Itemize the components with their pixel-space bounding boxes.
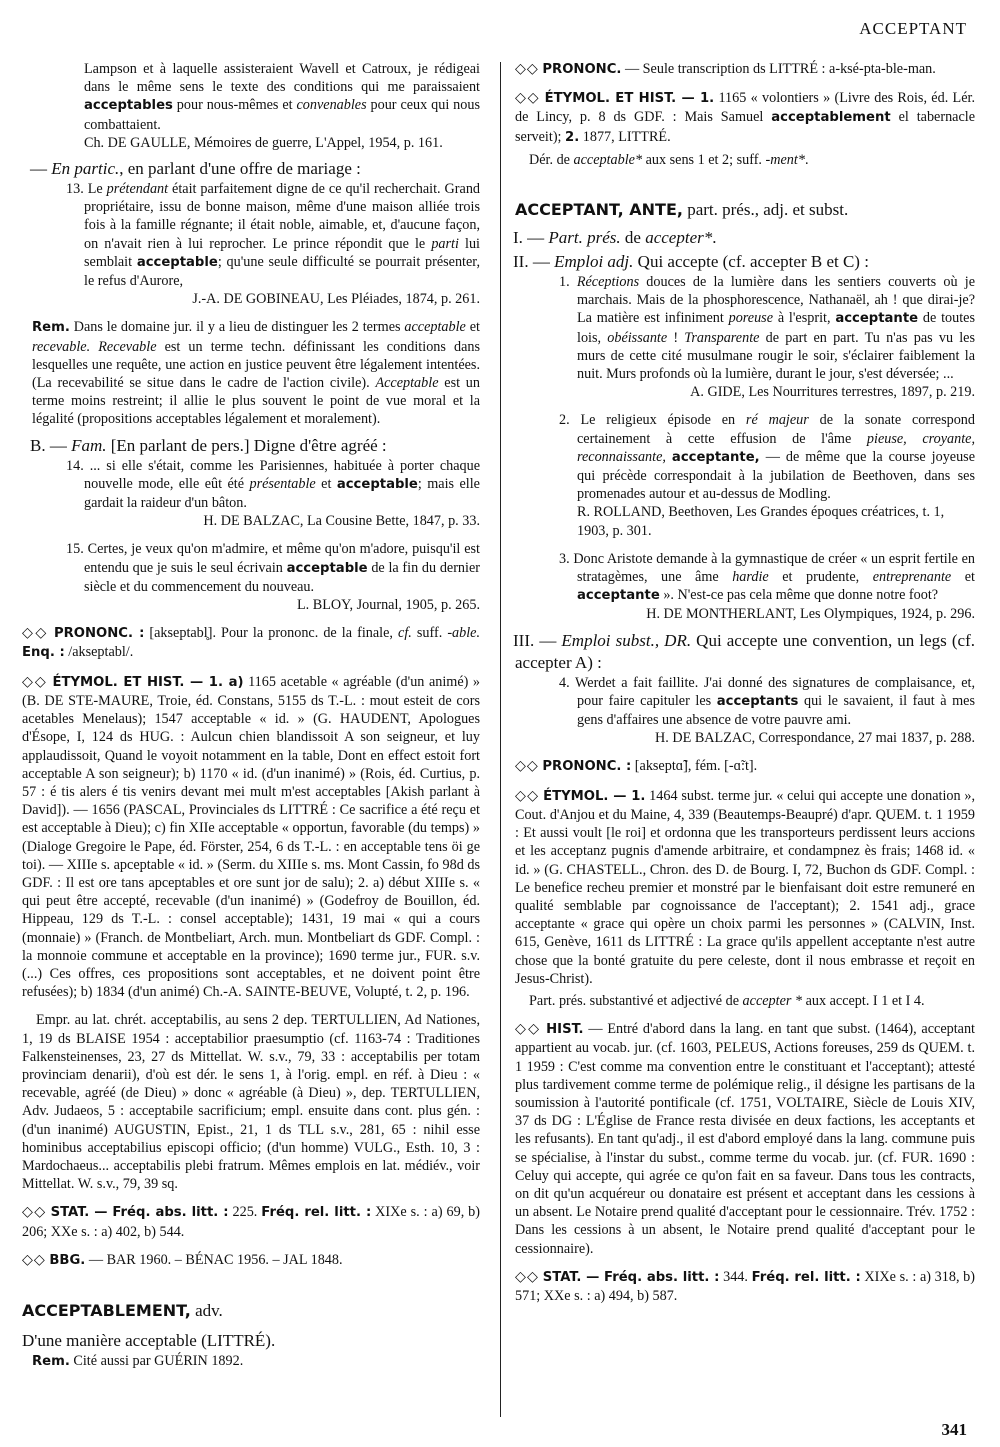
part-pres-note: Part. prés. substantivé et adjectivé de accepter * aux accept. I 1 et I 4. [529, 992, 925, 1009]
section-i: I. — Part. prés. de accepter*. [513, 228, 717, 248]
citation-source: L. BLOY, Journal, 1905, p. 265. [297, 597, 480, 614]
stat-block: ◇◇ STAT. — Fréq. abs. litt. : 225. Fréq. rel. litt. : XIXe s. : a) 69, b) 206; XXe s. : a) 402, b) 544. [22, 1204, 481, 1240]
citation-15: 15. Certes, je veux qu'on m'admire, et même qu'on m'adore, puisqu'il est entendu que je suis le seul écrivain acceptable de la fin du dernier siècle et du commencement du nouveau. [66, 541, 481, 595]
section-b-fam: B. — Fam. [En parlant de pers.] Digne d'être agréé : [30, 435, 387, 455]
citation-source: H. DE BALZAC, La Cousine Bette, 1847, p. 33. [203, 513, 480, 530]
citation-12-continued: Lampson et à laquelle assisteraient Wavell et Catroux, je rédigeai dans le même sens le texte des conditions qui me paraissaient acceptables pour nous-mêmes et convenables pour ceux qui nous combattaient. [84, 61, 480, 133]
hist-block: ◇◇ HIST. — Entré d'abord dans la lang. en tant que subst. (1464), acceptant appartient au vocab. jur. (cf. 1603, PELEUS, Actions foreuses, 259 ds QUEM. t. 1 1959 : C'est comme ma convention entre le constituant et l'acceptant); attesté plus tardivement comme terme de polémique relig., il désigne les partisans de la soumission à l'autorité pontificale (cf. 1751, VOLTAIRE, Siècle de Louis XIV, 37 ds DG : L'Église de France resta divisée en deux factions, les acceptants et les refusants). En tant qu'adj., il est d'abord employé dans la lang. commune puis se spécialise, à l'instar du subst., comme terme du vocab. jur. (cf. FUR. 1690 : Celuy qui accepte, qui agrée ce qu'on fait en sa faveur. Dans tous les contracts, on dit qu'un acquéreur ou donataire est présent et acceptant dans les cessions à un absent. Le Notaire prend qualité d'acceptant pour le cessionnaire. Trév. 1752 : Dans les cessions à un absent, le Notaire prend qualité d'acceptant pour le cessionnaire). [515, 1021, 975, 1257]
citation-source: H. DE BALZAC, Correspondance, 27 mai 1837, p. 288. [655, 730, 975, 747]
running-head: ACCEPTANT [859, 19, 967, 38]
etymol-block: ◇◇ ÉTYMOL. ET HIST. — 1. 1165 « volontiers » (Livre des Rois, éd. Lér. de Lincy, p. 8 ds GDF. : Mais Samuel acceptablement el tabernacle serveit); 2. 1877, LITTRÉ. [515, 90, 975, 145]
citation-source: H. DE MONTHERLANT, Les Olympiques, 1924, p. 296. [646, 606, 975, 623]
citation-source: J.-A. DE GOBINEAU, Les Pléiades, 1874, p. 261. [192, 291, 480, 308]
entry-acceptant: ACCEPTANT, ANTE, part. prés., adj. et subst. [515, 200, 849, 220]
prononc-block: ◇◇ PRONONC. : [akseptɑ̃], fém. [-ɑ̃:t]. [515, 758, 758, 775]
citation-13: 13. Le prétendant était parfaitement digne de ce qu'il recherchait. Grand propriétaire, issu de bonne maison, même d'une maison alliée trois fois à la famille régnante; il était noble, aimable, et, d'aucune façon, on n'avait rien à lui reprocher. Le prince répondit que le parti lui semblait acceptable; qu'une seule difficulté se pourrait présenter, le refus d'Aurore, [66, 181, 481, 290]
derivation: Dér. de acceptable* aux sens 1 et 2; suff. -ment*. [529, 151, 809, 168]
prononc-block: ◇◇ PRONONC. — Seule transcription ds LITTRÉ : a-ksé-pta-ble-man. [515, 61, 936, 77]
citation-3: 3. Donc Aristote demande à la gymnastique de créer « un esprit fertile en stratagèmes, une âme hardie et prudente, entreprenante et acceptante ». N'est-ce pas cela même que donne notre foot? [559, 550, 975, 604]
section-en-partic: — En partic., en parlant d'une offre de mariage : [30, 159, 361, 179]
left-column [22, 60, 480, 1371]
bbg-block: ◇◇ BBG. — BAR 1960. – BÉNAC 1956. – JAL 1848. [22, 1251, 343, 1268]
prononc-block: ◇◇ PRONONC. : [akseptabl̥]. Pour la prononc. de la finale, cf. suff. -able. Enq. : /akseptabl/. [22, 625, 481, 661]
citation-14: 14. ... si elle s'était, comme les Parisiennes, habituée à porter chaque nouvelle mode, elle eût été présentable et acceptable; mais elle gardait la raideur d'un bâton. [66, 457, 481, 512]
citation-source: R. ROLLAND, Beethoven, Les Grandes époques créatrices, t. 1, 1903, p. 301. [577, 504, 945, 539]
citation-1: 1. Réceptions douces de la lumière dans les sentiers couverts où je marchais. Mais de la phosphorescence, Nathanaël, ah ! que dirai-je? La matière est infiniment poreuse à l'esprit, acceptante de toutes lois, obéissante ! Transparente de part en part. Tu n'as pas vu les murs de cette cité musulmane rougir le soir, s'éclairer faiblement la nuit. Murs profonds où la lumière, durant le jour, s'est déversée; ... [559, 274, 976, 383]
etymol-block: ◇◇ ÉTYMOL. — 1. 1464 subst. terme jur. « celui qui accepte une donation », Cout. d'Anjou et du Maine, 4, 339 (Beautemps-Beaupré) d'apr. QUEM. t. 1 1959 : Et aussi voult [le roi] et ordonna que les transporteurs perdissent leurs accions et les acceptanz pugnis d'amende arbitraire, et condampnez ès frais; 1468 id. « id. » (G. CHASTELL., Chron. des D. de Bourg. I, 72, Buchon ds GDF. Compl. : Le benefice recheu premier et monstré par le bienfaisant doit estre remuneré en qualité semblable par cognoissance de l'acceptant); 2. 1541 adj., grace acceptante « grace qui opère un choix parmi les personnes » (CALVIN, Inst. 615, Genève, 1611 ds LITTRÉ : La grace qu'ils appellent acceptante n'est autre chose que la bonté gratuite du pere celeste, dont il nous embrasse et reçoit en Jesus-Christ). [515, 787, 975, 987]
entry-acceptablement: ACCEPTABLEMENT, adv. [22, 1300, 223, 1320]
citation-4: 4. Werdet a fait faillite. J'ai donné des signatures de complaisance, et, pour faire capituler les acceptants qui le savaient, il faut à mes gens d'affaires une absence de votre pauvre ami. [559, 674, 975, 729]
etymol-block: ◇◇ ÉTYMOL. ET HIST. — 1. a) 1165 acetable « agréable (d'un animé) » (B. DE STE-MAURE, Troie, éd. Constans, 5155 ds T.-L. : mout esteit de cors acetables Menelaus); 1547 acceptable « id. » (G. HAUDENT, Apologues d'Ésope, I, 124 ds HUG. : Aulcun chien blandissoit A son seigneur, et luy applaudissoit, Quand le voyoit notamment en la table, Dont en effect estoit fort acceptable A son seigneur); b) 1170 « id. (d'un inanimé) » (Rois, éd. Curtius, p. 57 : é tis alers é tis venirs devant mei mult m'est acceptables [Akish parlant à David]). — 1656 (PASCAL, Provinciales ds LITTRÉ : Ce sacrifice a été reçu et est acceptable à Dieu); c) fin XIIe acceptable « opportun, favorable (du temps) » (Dialoge Gregoire le Pape, éd. Förster, 254, 6 ds T.-L. : en acceptable tens öi ge toi). — XIIIe s. apceptable « id. » (Serm. du XIIIe s. ms. Mont Cassin, fo 98d ds GDF. : Il est ore tans apceptables et ore sunt jor de salu); 2. a) début XIIIe s. « qui peut être accepté, recevable (d'un inanimé) » (Godefroy de Bouillon, éd. Hippeau, 129 ds T.-L. : consel acceptable); 1431, 19 mai « qui a cours (monnaie) » (Franch. de Montbeliart, Arch. mun. Montbeliart ds GDF. Compl. : la monnoie commune et acceptable en la province); 1690 terme jur., FUR. s.v. (...) Ces offres, ces propositions sont acceptables, et ne doivent point être refusées); b) 1834 (d'un animé) Ch.-A. SAINTE-BEUVE, Volupté, t. 2, p. 196. [22, 673, 480, 1001]
column-divider [500, 62, 501, 1417]
stat-block: ◇◇ STAT. — Fréq. abs. litt. : 344. Fréq. rel. litt. : XIXe s. : a) 318, b) 571; XXe s. : a) 494, b) 587. [515, 1268, 976, 1304]
page-number: 341 [941, 1419, 967, 1439]
citation-source: Ch. DE GAULLE, Mémoires de guerre, L'Appel, 1954, p. 161. [84, 134, 443, 151]
citation-2: 2. Le religieux épisode en ré majeur de la sonate correspond certainement à cette effusion de l'âme pieuse, croyante, reconnaissante, acceptante, — de même que la course joyeuse qui précède correspondait à la jubilation de Beethoven, dans ses promenades autour et au-dessus de Modling. [559, 412, 975, 503]
definition: D'une manière acceptable (LITTRÉ). [22, 1330, 276, 1350]
remark: Rem. Cité aussi par GUÉRIN 1892. [32, 1352, 244, 1369]
right-column [515, 60, 975, 1305]
section-iii: III. — Emploi subst., DR. Qui accepte une convention, un legs (cf. accepter A) : [513, 630, 975, 672]
empr-block: Empr. au lat. chrét. acceptabilis, au sens 2 dep. TERTULLIEN, Ad Nationes, 1, 19 ds BLAISE 1954 : acceptabilior praesumptio (cf. 1163-74 : Traditiones Falkensteinenses, 23, 27 ds Mittellat. W. s.v., 79, 33 : acceptabilis per totam provinciam denarii), d'où est dér. le sens 1, à l'orig. empl. en réf. à Dieu : « recevable, agréé (de Dieu) » donc « agréable (à Dieu) », dep. TERTULLIEN, Adv. Judaeos, 5 : acceptabile sacrificium; empl. ensuite dans cont. plus gén. : (d'un inanimé) AUGUSTIN, Epist., 21, 1 ds TLL s.v., 281, 65 : nihil esse hominibus acceptabilius episcopi officio; (d'un homme) VULG., Esth. 10, 3 : Mardochaeus... acceptabilis plebi fratrum. Mêmes emplois en lat. médiév., voir Mittellat. W. s.v., 79, 39 sq. [22, 1012, 480, 1193]
remark: Rem. Dans le domaine jur. il y a lieu de distinguer les 2 termes acceptable et recevable. Recevable est un terme techn. définissant les conditions dans lesquelles une requête, une action en justice peuvent être légalement intentées. (La recevabilité se situe dans le cadre de l'action civile). Acceptable est un terme moins restreint; il allie le plus souvent le point de vue moral et la légalité (propositions acceptables légalement et moralement). [32, 319, 480, 428]
citation-source: A. GIDE, Les Nourritures terrestres, 1897, p. 219. [690, 384, 975, 401]
section-ii: II. — Emploi adj. Qui accepte (cf. accepter B et C) : [513, 252, 869, 272]
